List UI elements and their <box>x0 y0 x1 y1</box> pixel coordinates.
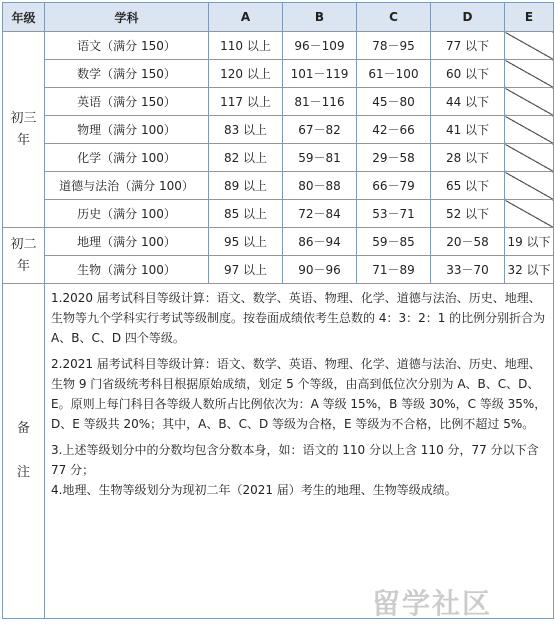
score-c: 45－80 <box>357 88 431 116</box>
score-d: 65 以下 <box>431 172 505 200</box>
score-e-na <box>505 88 554 116</box>
table-row <box>3 88 554 116</box>
score-b: 81－116 <box>283 88 357 116</box>
score-b: 59－81 <box>283 144 357 172</box>
score-e-na <box>505 144 554 172</box>
grade-table <box>2 2 554 619</box>
score-b: 90－96 <box>283 256 357 284</box>
subject-cell: 语文（满分 150） <box>45 32 209 60</box>
subject-cell: 英语（满分 150） <box>45 88 209 116</box>
score-e-na <box>505 32 554 60</box>
grade-label-text: 初三 年 <box>10 110 37 148</box>
score-e: 32 以下 <box>505 256 554 284</box>
table-row <box>3 256 554 284</box>
score-b: 80－88 <box>283 172 357 200</box>
score-a: 85 以上 <box>209 200 283 228</box>
score-a: 110 以上 <box>209 32 283 60</box>
score-a: 97 以上 <box>209 256 283 284</box>
note-4: 4.地理、生物等级划分为现初二年（2021 届）考生的地理、生物等级成绩。 <box>51 483 457 497</box>
score-c: 59－85 <box>357 228 431 256</box>
score-a: 95 以上 <box>209 228 283 256</box>
notes-label <box>3 284 45 619</box>
notes-row <box>3 284 554 619</box>
subject-cell: 数学（满分 150） <box>45 60 209 88</box>
score-a: 117 以上 <box>209 88 283 116</box>
score-e-na <box>505 172 554 200</box>
subject-cell: 化学（满分 100） <box>45 144 209 172</box>
score-c: 61－100 <box>357 60 431 88</box>
header-e: E <box>505 3 554 32</box>
score-b: 101－119 <box>283 60 357 88</box>
score-e-na <box>505 200 554 228</box>
score-b: 67－82 <box>283 116 357 144</box>
score-c: 78－95 <box>357 32 431 60</box>
table-row <box>3 60 554 88</box>
table-row <box>3 200 554 228</box>
score-c: 53－71 <box>357 200 431 228</box>
header-a: A <box>209 3 283 32</box>
score-d: 77 以下 <box>431 32 505 60</box>
score-d: 41 以下 <box>431 116 505 144</box>
grade-label-g8 <box>3 228 45 284</box>
score-d: 33－70 <box>431 256 505 284</box>
score-c: 29－58 <box>357 144 431 172</box>
header-row <box>3 3 554 32</box>
score-e-na <box>505 116 554 144</box>
score-b: 72－84 <box>283 200 357 228</box>
score-d: 44 以下 <box>431 88 505 116</box>
subject-cell: 道德与法治（满分 100） <box>45 172 209 200</box>
subject-cell: 历史（满分 100） <box>45 200 209 228</box>
table-row <box>3 116 554 144</box>
subject-cell: 生物（满分 100） <box>45 256 209 284</box>
note-3: 3.上述等级划分中的分数均包含分数本身，如：语文的 110 分以上含 110 分，77 分以下含 77 分； <box>51 443 539 477</box>
header-grade: 年级 <box>3 3 45 32</box>
notes-cell <box>45 284 554 619</box>
score-d: 60 以下 <box>431 60 505 88</box>
grade-label-text: 初二 年 <box>10 236 37 274</box>
grade-label-g9 <box>3 32 45 228</box>
header-subject: 学科 <box>45 3 209 32</box>
subject-cell: 地理（满分 100） <box>45 228 209 256</box>
note-1: 1.2020 届考试科目等级计算：语文、数学、英语、物理、化学、道德与法治、历史、地理、生物等九个学科实行考试等级制度。按卷面成绩依考生总数的 4：3：2：1 的比例分别折合为 A、B、C、D 四个等级。 <box>51 291 546 345</box>
score-d: 20－58 <box>431 228 505 256</box>
score-e: 19 以下 <box>505 228 554 256</box>
table-row <box>3 32 554 60</box>
score-c: 42－66 <box>357 116 431 144</box>
score-c: 71－89 <box>357 256 431 284</box>
header-c: C <box>357 3 431 32</box>
notes-label-text: 备 注 <box>16 421 30 480</box>
watermark-logo: 留学社区 <box>372 587 493 620</box>
table-row <box>3 228 554 256</box>
score-d: 52 以下 <box>431 200 505 228</box>
header-b: B <box>283 3 357 32</box>
note-2: 2.2021 届考试科目等级计算：语文、数学、英语、物理、化学、道德与法治、历史、地理、生物 9 门省级统考科目根据原始成绩，划定 5 个等级，由高到低位次分别为 A、B、C、D、E。原则上每门科目各等级人数所占比例依次为：A 等级 15%，B 等级 30%，C 等级 35%，D、E 等级共 20%；其中，A、B、C、D 等级为合格，E 等级为不合格，比例不超过 5%。 <box>51 357 547 431</box>
table-row <box>3 172 554 200</box>
score-b: 86－94 <box>283 228 357 256</box>
score-e-na <box>505 60 554 88</box>
score-a: 83 以上 <box>209 116 283 144</box>
header-d: D <box>431 3 505 32</box>
score-a: 82 以上 <box>209 144 283 172</box>
score-b: 96－109 <box>283 32 357 60</box>
score-a: 120 以上 <box>209 60 283 88</box>
score-c: 66－79 <box>357 172 431 200</box>
score-a: 89 以上 <box>209 172 283 200</box>
score-d: 28 以下 <box>431 144 505 172</box>
table-row <box>3 144 554 172</box>
subject-cell: 物理（满分 100） <box>45 116 209 144</box>
